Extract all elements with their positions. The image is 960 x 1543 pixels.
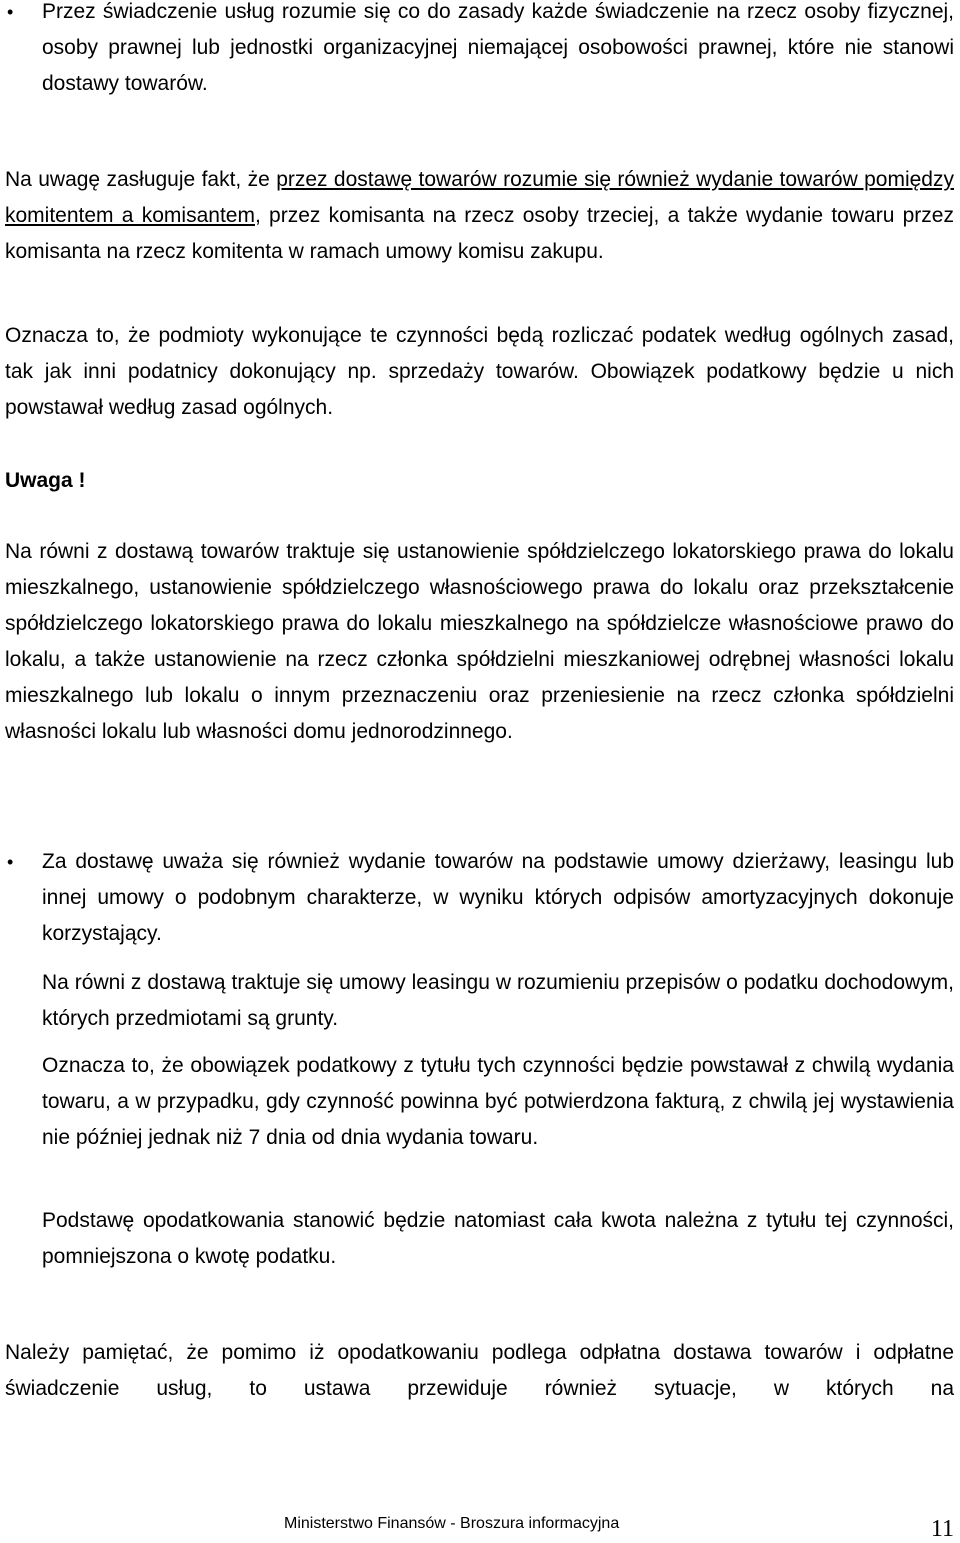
bullet-icon: • [7, 2, 14, 22]
paragraph-tax-base: Podstawę opodatkowania stanowić będzie natomiast cała kwota należna z tytułu tej czynności, pomniejszona o kwotę podatku. [42, 1209, 954, 1268]
paragraph-settlement-rules: Oznacza to, że podmioty wykonujące te czynności będą rozliczać podatek według ogólnych zasad, tak jak inni podatnicy dokonujący np. sprzedaży towarów. Obowiązek podatkowy będzie u nich powstawał według zasad ogólnych. [5, 324, 954, 419]
paragraph-services-definition: Przez świadczenie usług rozumie się co do zasady każde świadczenie na rzecz osoby fizycznej, osoby prawnej lub jednostki organizacyjnej niemającej osobowości prawnej, które nie stanowi dostawy towarów. [42, 0, 954, 95]
underlined-phrase: przez dostawę towarów rozumie się również wydanie towarów pomiędzy komitentem a komisantem [5, 168, 954, 227]
paragraph-leasing-land: Na równi z dostawą traktuje się umowy leasingu w rozumieniu przepisów o podatku dochodowym, których przedmiotami są grunty. [42, 971, 954, 1030]
paragraph-lease-delivery: Za dostawę uważa się również wydanie towarów na podstawie umowy dzierżawy, leasingu lub innej umowy o podobnym charakterze, w wyniku których odpisów amortyzacyjnych dokonuje korzystający. [42, 850, 954, 945]
bullet-icon: • [7, 852, 14, 872]
paragraph-remember: Należy pamiętać, że pomimo iż opodatkowaniu podlega odpłatna dostawa towarów i odpłatne świadczenie usług, to ustawa przewiduje również sytuacje, w których na [5, 1341, 954, 1400]
footer-publication: Ministerstwo Finansów - Broszura informacyjna [284, 1515, 620, 1532]
page-number: 11 [930, 1516, 954, 1542]
paragraph-commission-note-end: , przez komisanta na rzecz osoby trzeciej, a także wydanie towaru przez komisanta na rzecz komitenta w ramach umowy komisu zakupu. [5, 204, 954, 263]
paragraph-commission-note-start: Na uwagę zasługuje fakt, że [5, 168, 277, 191]
paragraph-tax-obligation: Oznacza to, że obowiązek podatkowy z tytułu tych czynności będzie powstawał z chwilą wydania towaru, a w przypadku, gdy czynność powinna być potwierdzona fakturą, z chwilą jej wystawienia nie później jednak niż 7 dnia od dnia wydania towaru. [42, 1054, 954, 1149]
paragraph-commission-note [5, 162, 954, 270]
paragraph-cooperative-rights: Na równi z dostawą towarów traktuje się ustanowienie spółdzielczego lokatorskiego prawa do lokalu mieszkalnego, ustanowienie spółdzielczego własnościowego prawa do lokalu oraz przekształcenie spółdzielczego lokatorskiego prawa do lokalu mieszkalnego na spółdzielcze własnościowe prawo do lokalu, a także ustanowienie na rzecz członka spółdzielni mieszkaniowej odrębnej własności lokalu mieszkalnego lub lokalu o innym przeznaczeniu oraz przeniesienie na rzecz członka spółdzielni własności lokalu lub własności domu jednorodzinnego. [5, 540, 954, 743]
note-heading: Uwaga ! [5, 469, 86, 492]
